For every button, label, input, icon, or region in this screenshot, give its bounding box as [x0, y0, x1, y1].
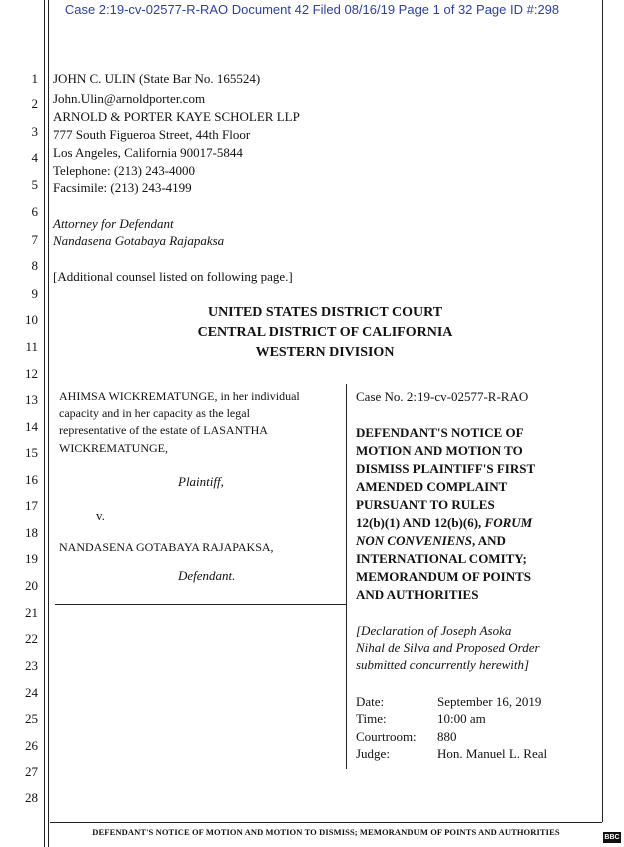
line-number: 9 — [31, 286, 38, 301]
hearing-courtroom-label: Courtroom: — [356, 729, 417, 744]
plaintiff-line: representative of the estate of LASANTHA — [59, 423, 268, 437]
line-number: 25 — [25, 711, 38, 726]
motion-title-line: AMENDED COMPLAINT — [356, 479, 508, 494]
attorney-telephone: Telephone: (213) 243-4000 — [53, 163, 196, 178]
motion-title-line: MEMORANDUM OF POINTS — [356, 569, 532, 584]
motion-title-line: INTERNATIONAL COMITY; — [356, 551, 527, 566]
ecf-header: Case 2:19-cv-02577-R-RAO Document 42 Filed 08/16/19 Page 1 of 32 Page ID #:298 — [64, 2, 560, 17]
hearing-time-value: 10:00 am — [437, 711, 486, 726]
line-number: 13 — [25, 392, 38, 407]
motion-title-line: MOTION AND MOTION TO — [356, 443, 523, 458]
plaintiff-line: WICKREMATUNGE, — [59, 441, 168, 455]
bbc-watermark: BBC — [604, 834, 620, 841]
caption-underline — [55, 604, 346, 605]
line-number: 24 — [25, 685, 38, 700]
margin-rule-outer — [44, 0, 45, 847]
line-number: 4 — [31, 150, 38, 165]
line-number: 5 — [31, 177, 38, 192]
motion-title-line: DISMISS PLAINTIFF'S FIRST — [356, 461, 536, 476]
attorney-facsimile: Facsimile: (213) 243-4199 — [53, 180, 192, 195]
court-division: WESTERN DIVISION — [255, 345, 395, 360]
attorney-street: 777 South Figueroa Street, 44th Floor — [53, 127, 251, 142]
motion-title-line: PURSUANT TO RULES — [356, 497, 495, 512]
motion-title-line — [356, 515, 532, 531]
plaintiff-line: AHIMSA WICKREMATUNGE, in her individual — [59, 389, 300, 403]
additional-counsel-note: [Additional counsel listed on following page.] — [53, 269, 293, 284]
line-number: 16 — [25, 472, 38, 487]
motion-title-and: , AND — [471, 533, 506, 548]
motion-title-rules: 12(b)(1) AND 12(b)(6), — [356, 515, 485, 530]
line-number: 28 — [25, 790, 38, 805]
footer-title: DEFENDANT'S NOTICE OF MOTION AND MOTION TO DISMISS; MEMORANDUM OF POINTS AND AUTHORITIES — [92, 827, 560, 837]
motion-title-non-conveniens: NON CONVENIENS — [356, 533, 472, 548]
declaration-note: Nihal de Silva and Proposed Order — [356, 640, 540, 655]
line-number: 20 — [25, 578, 38, 593]
margin-rule-inner — [48, 0, 49, 847]
hearing-judge-label: Judge: — [356, 746, 390, 761]
attorney-email: John.Ulin@arnoldporter.com — [53, 91, 206, 106]
line-number: 7 — [31, 232, 38, 247]
line-number: 12 — [25, 366, 38, 381]
hearing-time-label: Time: — [356, 711, 387, 726]
line-number: 8 — [31, 258, 38, 273]
line-number: 26 — [25, 738, 38, 753]
line-number: 2 — [31, 96, 38, 111]
declaration-note: [Declaration of Joseph Asoka — [356, 623, 512, 638]
plaintiff-role: Plaintiff, — [178, 474, 224, 489]
line-number: 22 — [25, 631, 38, 646]
attorney-client: Nandasena Gotabaya Rajapaksa — [53, 233, 225, 248]
line-number: 17 — [25, 498, 38, 513]
caption-divider — [346, 384, 347, 769]
line-number: 15 — [25, 445, 38, 460]
hearing-date-label: Date: — [356, 694, 385, 709]
hearing-date-value: September 16, 2019 — [437, 694, 542, 709]
line-number: 11 — [25, 339, 38, 354]
line-number: 21 — [25, 605, 38, 620]
defendant-name: NANDASENA GOTABAYA RAJAPAKSA, — [59, 540, 274, 554]
motion-title-line — [356, 533, 506, 549]
case-number: Case No. 2:19-cv-02577-R-RAO — [356, 389, 529, 404]
attorney-line: JOHN C. ULIN (State Bar No. 165524) — [53, 71, 261, 86]
line-number: 3 — [31, 124, 38, 139]
attorney-firm: ARNOLD & PORTER KAYE SCHOLER LLP — [53, 109, 300, 124]
versus: v. — [96, 508, 105, 523]
footer-rule — [50, 822, 602, 823]
attorney-city: Los Angeles, California 90017-5844 — [53, 145, 243, 160]
margin-rule-right — [602, 0, 603, 822]
line-number: 14 — [25, 419, 38, 434]
line-number: 27 — [25, 764, 38, 779]
line-number: 19 — [25, 551, 38, 566]
declaration-note: submitted concurrently herewith] — [356, 657, 530, 672]
line-number: 10 — [25, 312, 38, 327]
court-district: CENTRAL DISTRICT OF CALIFORNIA — [197, 325, 453, 340]
hearing-courtroom-value: 880 — [437, 729, 457, 744]
line-number: 6 — [31, 204, 38, 219]
line-number: 18 — [25, 525, 38, 540]
court-name: UNITED STATES DISTRICT COURT — [207, 305, 443, 320]
attorney-role: Attorney for Defendant — [53, 216, 174, 231]
plaintiff-line: capacity and in her capacity as the legal — [59, 406, 250, 420]
defendant-role: Defendant. — [178, 568, 236, 583]
motion-title-line: AND AUTHORITIES — [356, 587, 479, 602]
motion-title-line: DEFENDANT'S NOTICE OF — [356, 425, 524, 440]
motion-title-forum: FORUM — [484, 515, 533, 530]
hearing-judge-value: Hon. Manuel L. Real — [437, 746, 548, 761]
line-number: 1 — [31, 71, 38, 86]
line-number: 23 — [25, 658, 38, 673]
